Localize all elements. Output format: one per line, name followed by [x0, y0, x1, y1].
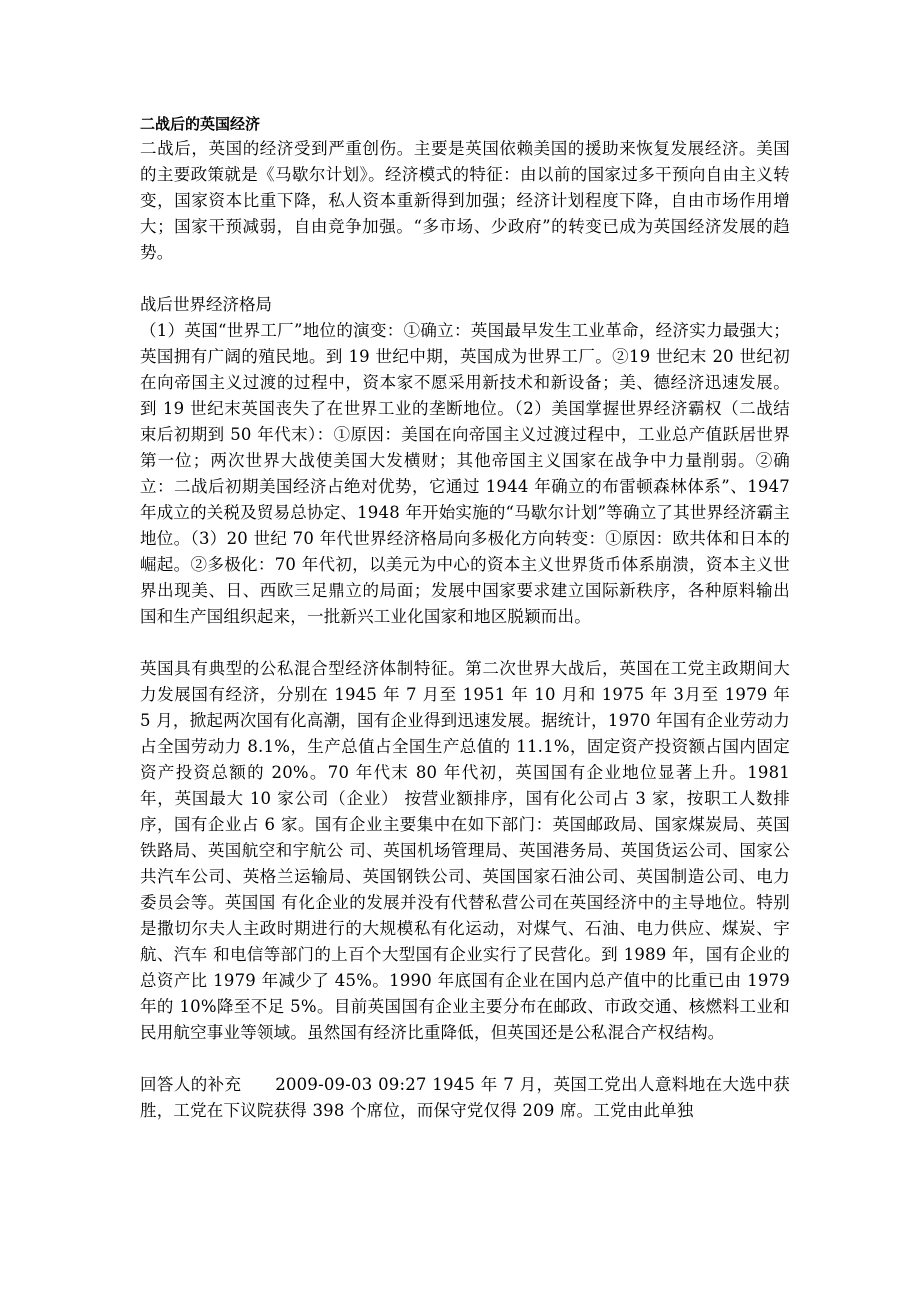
paragraph-spacer [140, 630, 790, 656]
paragraph-world-economy: （1）英国“世界工厂”地位的演变：①确立：英国最早发生工业革命，经济实力最强大；英国拥有广阔的殖民地。到 19 世纪中期，英国成为世界工厂。②19 世纪末 20 世纪初在向帝国主义过渡的过程中，资本家不愿采用新技术和新设备；美、德经济迅速发展。到 19 世纪末英国丧失了在世界工业的垄断地位。（2）美国掌握世界经济霸权（二战结束后初期到 50 年代末）：①原因：美国在向帝国主义过渡过程中，工业总产值跃居世界第一位；两次世界大战使美国大发横财；其他帝国主义国家在战争中力量削弱。②确立：二战后初期美国经济占绝对优势，它通过 1944 年确立的布雷顿森林体系”、1947 年成立的关税及贸易总协定、1948 年开始实施的“马歇尔计划”等确立了其世界经济霸主地位。（3）20 世纪 70 年代世界经济格局向多极化方向转变：①原因：欧共体和日本的崛起。②多极化：70 年代初，以美元为中心的资本主义世界货币体系崩溃，资本主义世界出现美、日、西欧三足鼎立的局面；发展中国家要求建立国际新秩序，各种原料输出国和生产国组织起来，一批新兴工业化国家和地区脱颖而出。 [140, 321, 791, 626]
paragraph-mixed-economy: 英国具有典型的公私混合型经济体制特征。第二次世界大战后，英国在工党主政期间大力发展国有经济，分别在 1945 年 7 月至 1951 年 10 月和 1975 年 3月至 1979 年 5 月，掀起两次国有化高潮，国有企业得到迅速发展。据统计，1970 年国有企业劳动力占全国劳动力 8.1%，生产总值占全国生产总值的 11.1%，固定资产投资额占国内固定资产投资总额的 20%。70 年代末 80 年代初，英国国有企业地位显著上升。1981 年，英国最大 10 家公司（企业） 按营业额排序，国有化公司占 3 家，按职工人数排序，国有企业占 6 家。国有企业主要集中在如下部门：英国邮政局、国家煤炭局、英国铁路局、英国航空和宇航公 司、英国机场管理局、英国港务局、英国货运公司、国家公共汽车公司、英格兰运输局、英国钢铁公司、英国国家石油公司、英国制造公司、电力委员会等。英国国 有化企业的发展并没有代替私营公司在英国经济中的主导地位。特别是撒切尔夫人主政时期进行的大规模私有化运动，对煤气、石油、电力供应、煤炭、宇航、汽车 和电信等部门的上百个大型国有企业实行了民营化。到 1989 年，国有企业的总资产比 1979 年减少了 45%。1990 年底国有企业在国内总产值中的比重已由 1979 年的 10%降至不足 5%。目前英国国有企业主要分布在邮政、市政交通、核燃料工业和民用航空事业等领域。虽然国有经济比重降低，但英国还是公私混合产权结构。 [140, 659, 790, 1042]
paragraph-answer-supplement: 回答人的补充 2009-09-03 09:27 1945 年 7 月，英国工党出人意料地在大选中获胜，工党在下议院获得 398 个席位，而保守党仅得 209 席。工党由此单独 [140, 1075, 790, 1120]
document-heading: 二战后的英国经济 [140, 115, 261, 133]
paragraph-spacer [140, 266, 790, 292]
document-page [140, 112, 790, 1124]
section-title-world-economy: 战后世界经济格局 [140, 295, 272, 314]
paragraph-postwar-economy: 二战后，英国的经济受到严重创伤。主要是英国依赖美国的援助来恢复发展经济。美国的主要政策就是《马歇尔计划》。经济模式的特征：由以前的国家过多干预向自由主义转变，国家资本比重下降，私人资本重新得到加强；经济计划程度下降，自由市场作用增大；国家干预减弱，自由竞争加强。“多市场、少政府”的转变已成为英国经济发展的趋势。 [140, 139, 790, 262]
paragraph-spacer [140, 1046, 790, 1072]
